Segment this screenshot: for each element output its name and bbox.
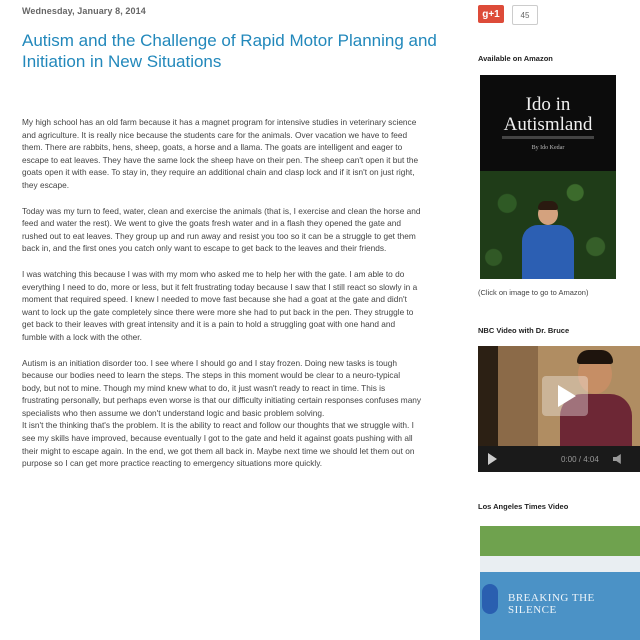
volume-icon[interactable] — [613, 454, 623, 464]
nbc-video-player[interactable] — [478, 346, 640, 472]
post-paragraph: It isn't the thinking that's the problem. It is the ability to react and follow our thoughts that we struggle with. I see my skills have improved, because eventually I got to the gate and held it against goats pushing with all their might to escape again. In the end, we got them all back in. Maybe next time we should let them out on purpose so I can get more practice reacting to emergency situations more quickly. — [22, 420, 415, 469]
google-plus-count: 45 — [512, 5, 538, 25]
video-time: 0:00 / 4:04 — [561, 454, 599, 464]
video-controls — [478, 446, 640, 472]
book-author: By Ido Kedar — [531, 145, 565, 151]
latimes-heading: Los Angeles Times Video — [478, 502, 569, 511]
play-icon[interactable] — [488, 453, 497, 465]
book-person-body — [522, 225, 574, 279]
post-paragraph: Today was my turn to feed, water, clean and exercise the animals (that is, I exercise and clean the horse and feed and water the rest). We went to give the goats fresh water and in a flash they opened the gate and rushed out to eat leaves. They group up and run away and resist you too so it can be a struggle to get them back in, and the first ones you catch only want to escape to get back to the leaves and their friends. — [22, 205, 421, 254]
latimes-video-overlay-text: BREAKING THE SILENCE — [508, 592, 595, 616]
video-play-overlay-icon[interactable] — [542, 376, 588, 416]
post-paragraph: I was watching this because I was with my mom who asked me to help her with the gate. I am able to do everything I need to do, more or less, but it felt frustrating today because I saw that I still react so slowly in a moment that required speed. I knew I needed to move fast because she had a goat at the gate and didn't want to lock up the gate completely since there were more she had to put back in the pen. They struggle to get back to their leaves with great intensity and it is a pain to hold a struggling goat with one hand and fumble with a lock with the other. — [22, 268, 418, 342]
book-subtitle-bar — [502, 136, 594, 139]
book-person-hair — [538, 201, 558, 210]
post-date: Wednesday, January 8, 2014 — [22, 6, 146, 16]
latimes-video-thumbnail[interactable] — [480, 526, 640, 640]
amazon-heading: Available on Amazon — [478, 54, 553, 63]
video-person-hair — [577, 350, 613, 364]
post-paragraph: Autism is an initiation disorder too. I see where I should go and I stay frozen. Doing new tasks is tough because our bodies need to learn the steps. The steps in this moment would be clear to a neuro-typical body, but not to mine. Though my mind knew what to do, it just wasn't ready to react in time. This is frustrating personally, but perhaps even worse is that our difficulty initiating certain responses confuses many specialists who then assume we don't understand logic and basic problem solving. — [22, 357, 422, 418]
amazon-caption-link[interactable]: (Click on image to go to Amazon) — [478, 288, 589, 297]
post-body — [22, 116, 422, 483]
google-plus-one-button[interactable]: g+1 — [478, 5, 504, 23]
post-paragraph: My high school has an old farm because it has a magnet program for intensive studies in veterinary science and agriculture. It is really nice because the students care for the animals. Over vacation we have to feed them. There are rabbits, hens, sheep, goats, a horse and a llama. The goats are intelligent and eager to escape to eat leaves. They have the same lock the sheep have on their pen. The sheep can't open it but the goats open it with ease. To stay in, they require an additional chain and clasp lock and if it isn't on just right, they escape. — [22, 117, 419, 190]
post-title[interactable]: Autism and the Challenge of Rapid Motor Planning and Initiation in New Situations — [22, 31, 437, 71]
book-cover-image[interactable] — [480, 75, 616, 279]
nbc-heading: NBC Video with Dr. Bruce — [478, 326, 570, 335]
book-title: Ido in Autismland — [503, 94, 593, 135]
pool-float — [482, 584, 498, 614]
